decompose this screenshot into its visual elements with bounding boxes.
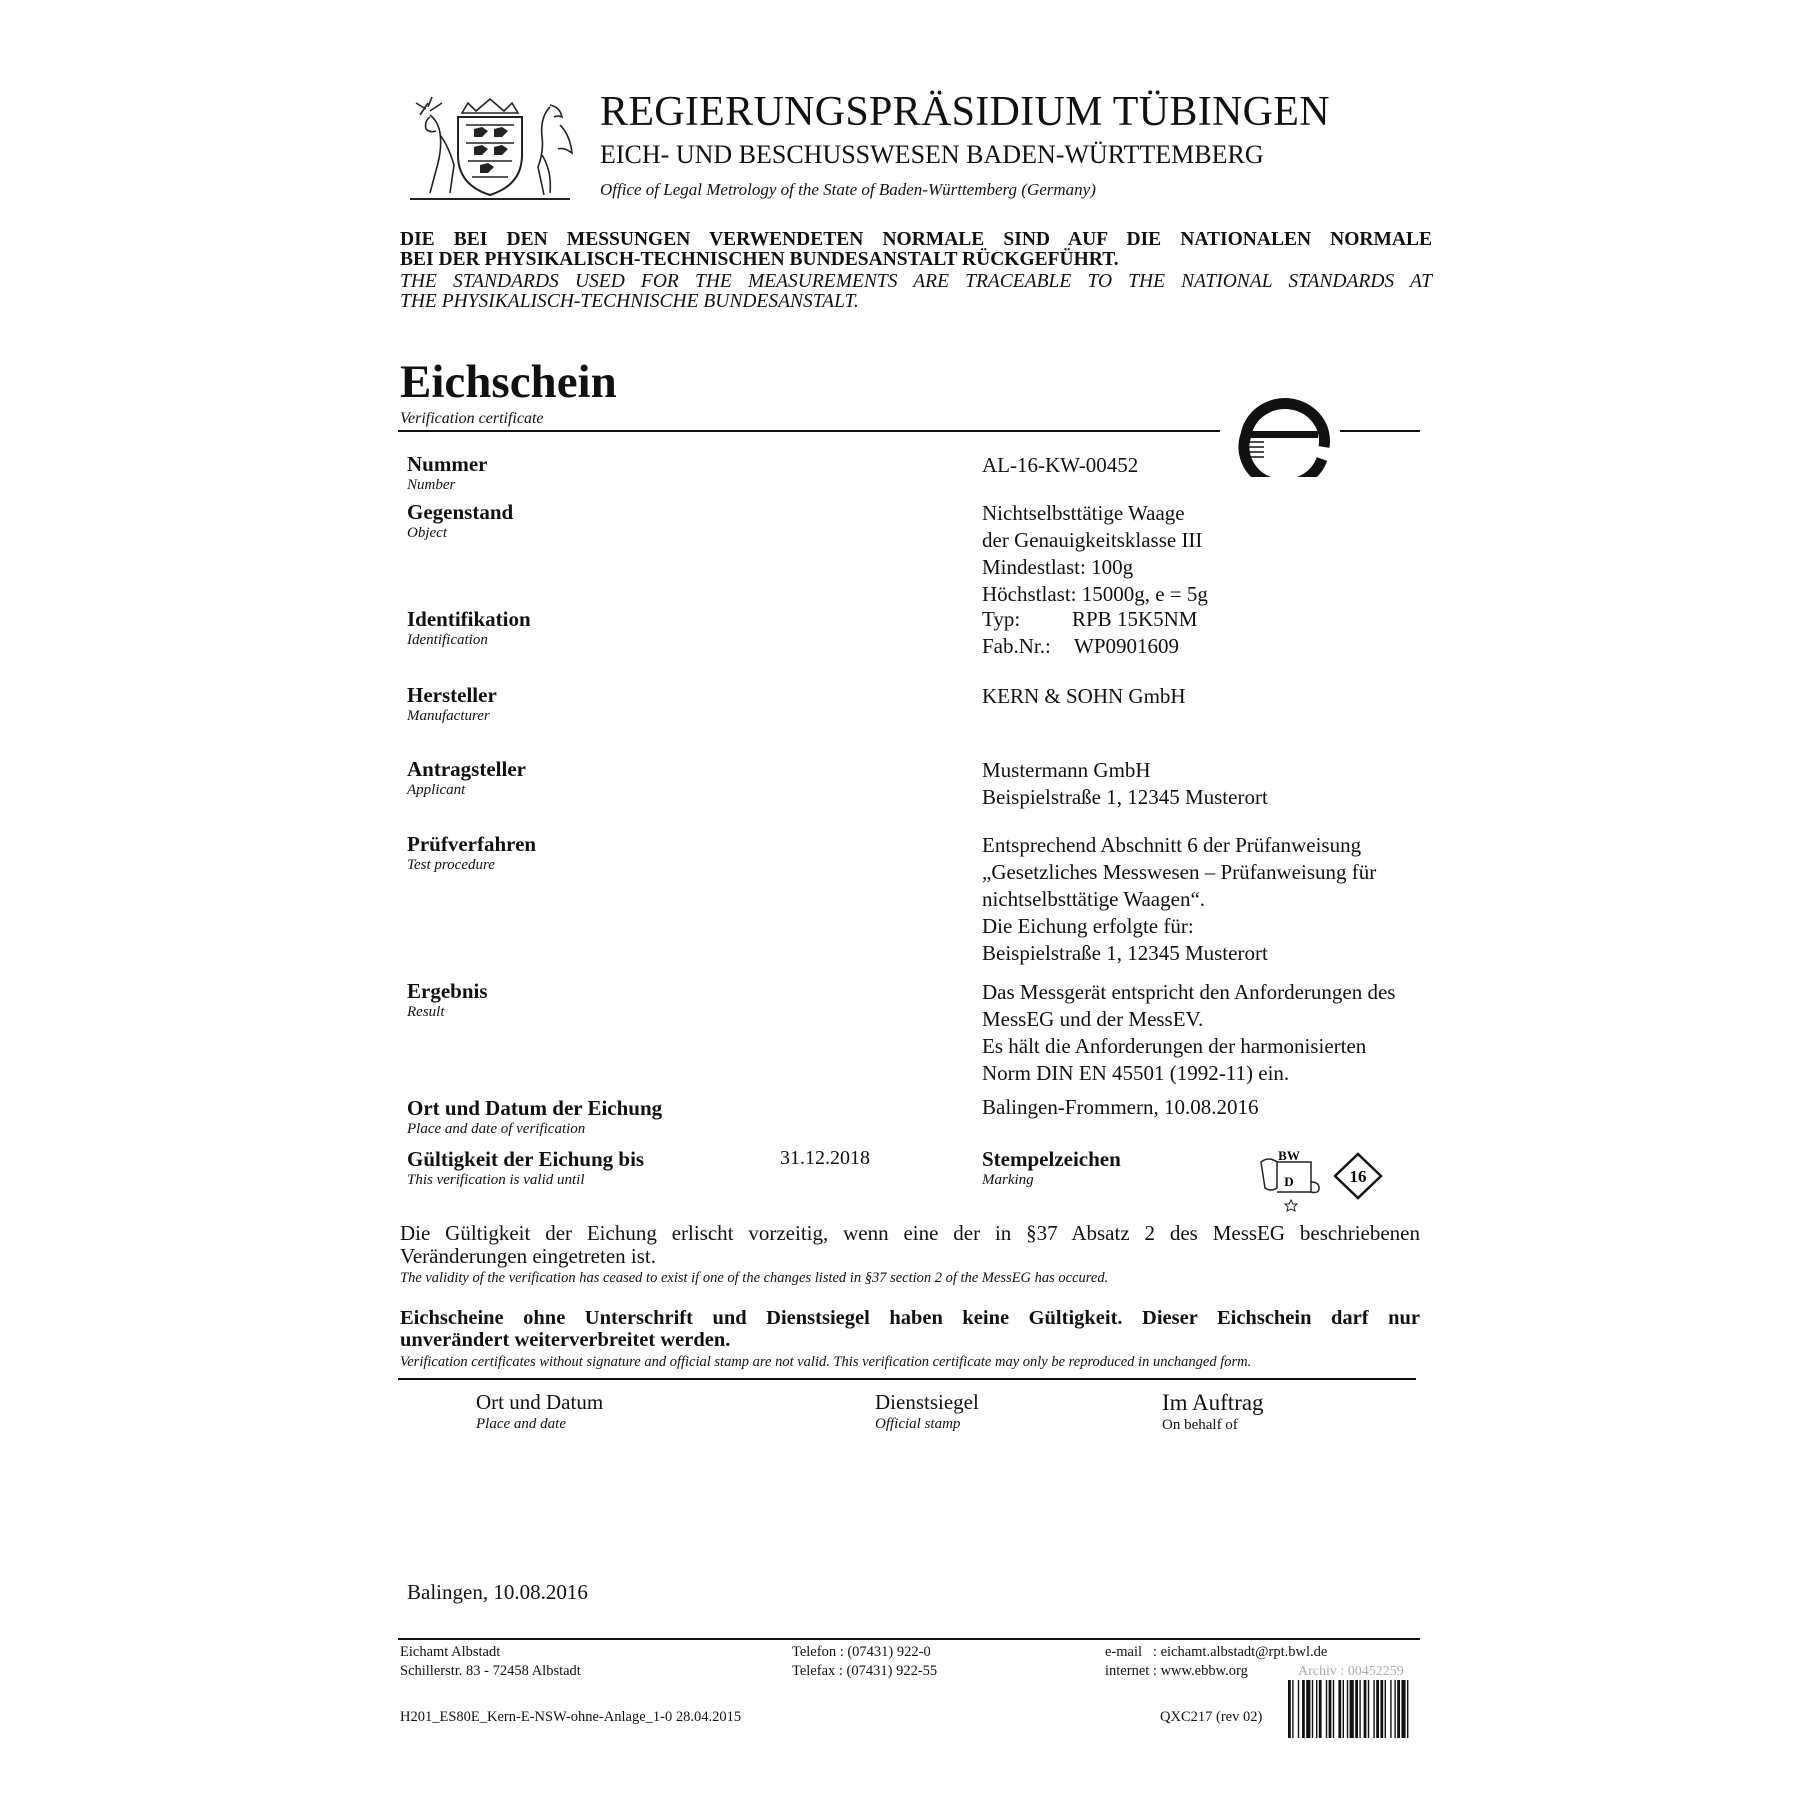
form-code: QXC217 (rev 02) [1160, 1709, 1263, 1725]
barcode-bar [1373, 1680, 1374, 1738]
form-identifier: H201_ES80E_Kern-E-NSW-ohne-Anlage_1-0 28.04.2015 [400, 1709, 742, 1725]
signature-notice-en: Verification certificates without signature and official stamp are not valid. This verification certificate may only be reproduced in unchanged form. [400, 1354, 1252, 1370]
procedure-line-2: „Gesetzliches Messwesen – Prüfanweisung für [982, 860, 1377, 884]
result-line-2: MessEG und der MessEV. [982, 1007, 1204, 1031]
footer-address: Schillerstr. 83 - 72458 Albstadt [400, 1663, 581, 1679]
place-date-label: Ort und Datum der Eichung [407, 1096, 663, 1120]
barcode-bar [1347, 1680, 1348, 1738]
barcode-bar [1292, 1680, 1293, 1738]
state-stamp-icon [1255, 1148, 1323, 1212]
barcode-bar [1326, 1680, 1327, 1738]
marking-label: Stempelzeichen [982, 1147, 1121, 1171]
barcode-bar [1364, 1680, 1367, 1738]
manufacturer-label-en: Manufacturer [407, 708, 490, 724]
barcode-bar [1380, 1680, 1383, 1738]
verification-e-mark-icon [1238, 395, 1333, 477]
object-line-2: der Genauigkeitsklasse III [982, 528, 1203, 552]
number-label-en: Number [407, 477, 456, 493]
barcode-bar [1394, 1680, 1395, 1738]
validity-label: Gültigkeit der Eichung bis [407, 1147, 645, 1171]
validity-notice-de-line2: Veränderungen eingetreten ist. [400, 1244, 656, 1268]
barcode-bar [1302, 1680, 1305, 1738]
validity-label-en: This verification is valid until [407, 1172, 585, 1188]
on-behalf-label-en: On behalf of [1162, 1417, 1238, 1433]
barcode-bar [1333, 1680, 1334, 1738]
procedure-label: Prüfverfahren [407, 832, 537, 856]
identification-label-en: Identification [407, 632, 488, 648]
footer-office: Eichamt Albstadt [400, 1644, 501, 1660]
object-label: Gegenstand [407, 500, 514, 524]
title-divider-left [398, 430, 1220, 432]
validity-notice-de-line1: Die Gültigkeit der Eichung erlischt vorzeitig, wenn eine der in §37 Absatz 2 des MessEG beschriebenen [400, 1221, 1420, 1245]
place-date-label-en: Place and date of verification [407, 1121, 586, 1137]
result-line-4: Norm DIN EN 45501 (1992-11) ein. [982, 1061, 1290, 1085]
barcode-bar [1397, 1680, 1400, 1738]
footer-fax: Telefax : (07431) 922-55 [792, 1663, 938, 1679]
object-line-4: Höchstlast: 15000g, e = 5g [982, 582, 1208, 606]
on-behalf-label: Im Auftrag [1162, 1390, 1264, 1415]
number-value: AL-16-KW-00452 [982, 453, 1139, 477]
procedure-line-3: nichtselbsttätige Waagen“. [982, 887, 1206, 911]
barcode-bar [1401, 1680, 1405, 1738]
signature-divider [398, 1378, 1416, 1380]
manufacturer-label: Hersteller [407, 683, 497, 707]
place-date-value: Balingen-Frommern, 10.08.2016 [982, 1095, 1259, 1119]
validity-date: 31.12.2018 [780, 1147, 870, 1169]
place-date-signature-label: Ort und Datum [476, 1390, 604, 1414]
footer-phone: Telefon : (07431) 922-0 [792, 1644, 931, 1660]
type-value: RPB 15K5NM [1072, 607, 1198, 631]
applicant-label-en: Applicant [407, 782, 466, 798]
traceability-statement-en-line1: THE STANDARDS USED FOR THE MEASUREMENTS ARE TRACEABLE TO THE NATIONAL STANDARDS AT [400, 271, 1432, 292]
object-line-3: Mindestlast: 100g [982, 555, 1134, 579]
year-stamp-icon [1333, 1152, 1383, 1200]
serial-number-key: Fab.Nr.: [982, 634, 1051, 658]
archive-number: Archiv : 00452259 [1298, 1664, 1404, 1679]
marking-label-en: Marking [982, 1172, 1034, 1188]
barcode-bar [1298, 1680, 1299, 1738]
barcode-bar [1359, 1680, 1360, 1738]
applicant-line-1: Mustermann GmbH [982, 758, 1151, 782]
barcode-bar [1343, 1680, 1344, 1738]
barcode-bar [1316, 1680, 1317, 1738]
number-label: Nummer [407, 452, 488, 476]
certificate-title: Eichschein [400, 356, 617, 408]
result-line-1: Das Messgerät entspricht den Anforderungen des [982, 980, 1396, 1004]
serial-number-value: WP0901609 [1074, 634, 1179, 658]
barcode-bar [1306, 1680, 1310, 1738]
barcode-bar [1338, 1680, 1341, 1738]
barcode-bar [1329, 1680, 1332, 1738]
signature-place-date: Balingen, 10.08.2016 [407, 1580, 588, 1604]
footer-divider [398, 1638, 1420, 1640]
footer-website[interactable]: internet : www.ebbw.org [1105, 1663, 1248, 1679]
barcode-bar [1312, 1680, 1313, 1738]
barcode-bar [1376, 1680, 1379, 1738]
coat-of-arms-icon [400, 95, 580, 205]
barcode-bar [1385, 1680, 1386, 1738]
organization-english-name: Office of Legal Metrology of the State of Baden-Württemberg (Germany) [600, 180, 1096, 199]
place-date-signature-label-en: Place and date [476, 1416, 566, 1432]
title-divider-right [1340, 430, 1420, 432]
traceability-statement-de-line2: BEI DER PHYSIKALISCH-TECHNISCHEN BUNDESANSTALT RÜCKGEFÜHRT. [400, 249, 1119, 270]
procedure-label-en: Test procedure [407, 857, 495, 873]
footer-email[interactable]: e-mail : eichamt.albstadt@rpt.bwl.de [1105, 1644, 1328, 1660]
traceability-statement-de-line1: DIE BEI DEN MESSUNGEN VERWENDETEN NORMALE SIND AUF DIE NATIONALEN NORMALE [400, 229, 1432, 250]
organization-title: REGIERUNGSPRÄSIDIUM TÜBINGEN [600, 89, 1330, 135]
barcode-bar [1368, 1680, 1369, 1738]
identification-label: Identifikation [407, 607, 531, 631]
traceability-statement-en-line2: THE PHYSIKALISCH-TECHNISCHE BUNDESANSTALT. [400, 291, 859, 312]
validity-notice-en: The validity of the verification has ceased to exist if one of the changes listed in §37 section 2 of the MessEG has occured. [400, 1270, 1109, 1286]
stamp-mid-text: D [1284, 1174, 1294, 1189]
result-line-3: Es hält die Anforderungen der harmonisierten [982, 1034, 1367, 1058]
barcode-bar [1355, 1680, 1358, 1738]
official-stamp-label: Dienstsiegel [875, 1390, 979, 1414]
object-line-1: Nichtselbsttätige Waage [982, 501, 1185, 525]
barcode-bar [1319, 1680, 1322, 1738]
applicant-line-2: Beispielstraße 1, 12345 Musterort [982, 785, 1268, 809]
organization-subtitle: EICH- UND BESCHUSSWESEN BADEN-WÜRTTEMBERG [600, 140, 1264, 169]
result-label: Ergebnis [407, 979, 488, 1003]
barcode-bar [1350, 1680, 1354, 1738]
official-stamp-label-en: Official stamp [875, 1416, 961, 1432]
signature-notice-de-line1: Eichscheine ohne Unterschrift und Dienstsiegel haben keine Gültigkeit. Dieser Eichschein darf nur [400, 1307, 1420, 1329]
barcode-bar [1390, 1680, 1391, 1738]
stamp-year-text: 16 [1349, 1167, 1367, 1186]
result-label-en: Result [407, 1004, 445, 1020]
applicant-label: Antragsteller [407, 757, 526, 781]
barcode-bar [1288, 1680, 1291, 1738]
procedure-line-4: Die Eichung erfolgte für: [982, 914, 1194, 938]
procedure-line-1: Entsprechend Abschnitt 6 der Prüfanweisung [982, 833, 1362, 857]
type-key: Typ: [982, 607, 1021, 631]
object-label-en: Object [407, 525, 447, 541]
barcode-icon [1288, 1680, 1464, 1738]
barcode-bar [1407, 1680, 1408, 1738]
procedure-line-5: Beispielstraße 1, 12345 Musterort [982, 941, 1268, 965]
manufacturer-value: KERN & SOHN GmbH [982, 684, 1186, 708]
certificate-subtitle: Verification certificate [400, 410, 544, 427]
signature-notice-de-line2: unverändert weiterverbreitet werden. [400, 1329, 731, 1351]
stamp-top-text: BW [1278, 1148, 1300, 1163]
